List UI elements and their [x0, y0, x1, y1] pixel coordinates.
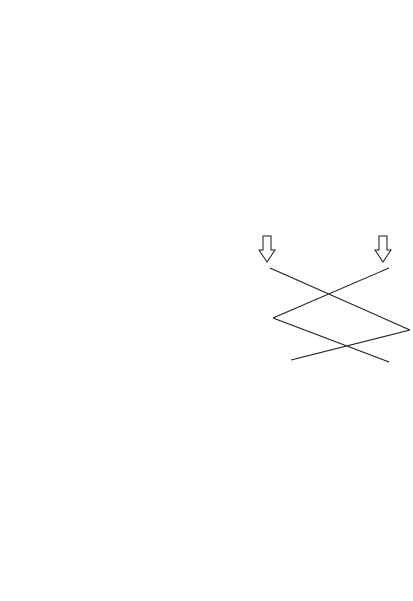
member-upper-left-to-right	[270, 268, 410, 330]
matrix-svg	[18, 417, 410, 597]
member-lower-right-to-left	[291, 330, 410, 360]
member-upper-right-to-left	[273, 268, 389, 318]
load-arrow-left-icon	[259, 236, 275, 262]
matrix-equation	[18, 417, 410, 597]
load-arrow-right-icon	[375, 236, 391, 262]
scissor-diagram	[255, 200, 413, 365]
